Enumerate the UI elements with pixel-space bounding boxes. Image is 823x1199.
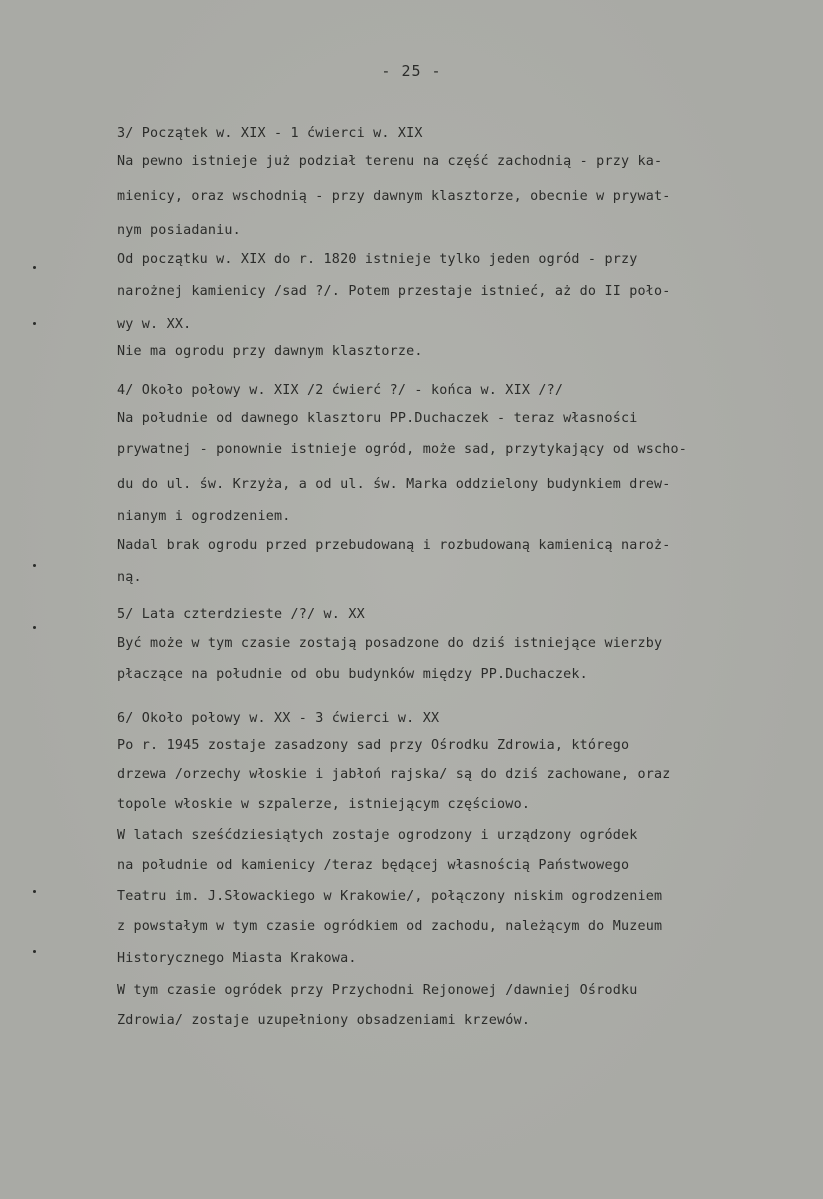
text-line: Zdrowia/ zostaje uzupełniony obsadzeniami krzewów. (117, 1013, 531, 1028)
text-line: narożnej kamienicy /sad ?/. Potem przestaje istnieć, aż do II poło- (117, 284, 671, 299)
text-line: Nadal brak ogrodu przed przebudowaną i rozbudowaną kamienicą naroż- (117, 538, 671, 553)
text-line: Być może w tym czasie zostają posadzone do dziś istniejące wierzby (117, 636, 663, 651)
margin-dot (33, 564, 36, 567)
section-heading: 5/ Lata czterdzieste /?/ w. XX (117, 607, 365, 622)
text-line: Historycznego Miasta Krakowa. (117, 951, 357, 966)
margin-dot (33, 322, 36, 325)
margin-dot (33, 266, 36, 269)
text-line: nym posiadaniu. (117, 223, 241, 238)
text-line: W latach sześćdziesiątych zostaje ogrodzony i urządzony ogródek (117, 828, 638, 843)
margin-dot (33, 626, 36, 629)
section-heading: 4/ Około połowy w. XIX /2 ćwierć ?/ - końca w. XIX /?/ (117, 383, 564, 398)
margin-dot (33, 950, 36, 953)
text-line: Po r. 1945 zostaje zasadzony sad przy Ośrodku Zdrowia, którego (117, 738, 630, 753)
text-line: Na południe od dawnego klasztoru PP.Duchaczek - teraz własności (117, 411, 638, 426)
text-line: mienicy, oraz wschodnią - przy dawnym klasztorze, obecnie w prywat- (117, 189, 671, 204)
text-line: Nie ma ogrodu przy dawnym klasztorze. (117, 344, 423, 359)
text-line: z powstałym w tym czasie ogródkiem od zachodu, należącym do Muzeum (117, 919, 663, 934)
text-line: wy w. XX. (117, 317, 192, 332)
text-line: prywatnej - ponownie istnieje ogród, może sad, przytykający od wscho- (117, 442, 688, 457)
text-line: Na pewno istnieje już podział terenu na część zachodnią - przy ka- (117, 154, 663, 169)
text-line: topole włoskie w szpalerze, istniejącym częściowo. (117, 797, 531, 812)
text-line: Teatru im. J.Słowackiego w Krakowie/, połączony niskim ogrodzeniem (117, 889, 663, 904)
page-number: - 25 - (381, 62, 442, 80)
text-line: du do ul. św. Krzyża, a od ul. św. Marka oddzielony budynkiem drew- (117, 477, 671, 492)
margin-dot (33, 890, 36, 893)
section-heading: 3/ Początek w. XIX - 1 ćwierci w. XIX (117, 126, 423, 141)
text-line: Od początku w. XIX do r. 1820 istnieje tylko jeden ogród - przy (117, 252, 638, 267)
text-line: nianym i ogrodzeniem. (117, 509, 291, 524)
text-line: W tym czasie ogródek przy Przychodni Rejonowej /dawniej Ośrodku (117, 983, 638, 998)
text-line: ną. (117, 570, 142, 585)
section-heading: 6/ Około połowy w. XX - 3 ćwierci w. XX (117, 711, 440, 726)
text-line: na południe od kamienicy /teraz będącej własnością Państwowego (117, 858, 630, 873)
text-line: płaczące na południe od obu budynków między PP.Duchaczek. (117, 667, 588, 682)
text-line: drzewa /orzechy włoskie i jabłoń rajska/ są do dziś zachowane, oraz (117, 767, 671, 782)
